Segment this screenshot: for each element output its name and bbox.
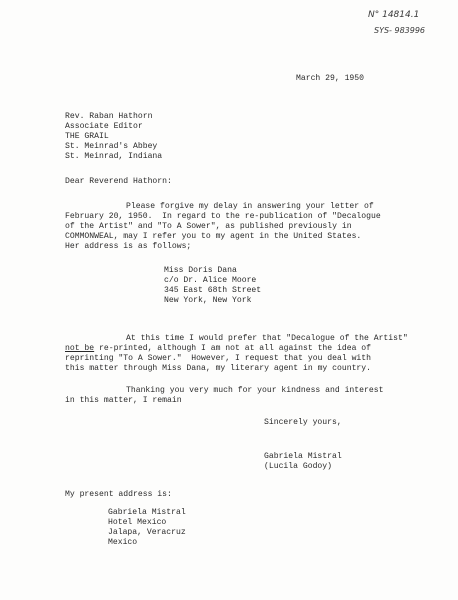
present-address-label: My present address is: bbox=[65, 490, 172, 499]
paragraph-line: Thanking you very much for your kindness and interest bbox=[126, 386, 384, 395]
paragraph-line: At this time I would prefer that "Decalogue of the Artist" bbox=[126, 334, 408, 343]
signature-name: Gabriela Mistral bbox=[264, 452, 342, 461]
paragraph-line: Please forgive my delay in answering your letter of bbox=[126, 202, 374, 211]
catalog-number: N° 14814.1 bbox=[368, 10, 420, 20]
system-number: SYS- 983996 bbox=[374, 26, 426, 35]
emphasis-not-be: not be bbox=[65, 344, 95, 353]
recipient-line: St. Meinrad, Indiana bbox=[65, 152, 163, 161]
paragraph-line bbox=[65, 344, 371, 354]
address-line: c/o Dr. Alice Moore bbox=[164, 276, 257, 285]
recipient-line: Associate Editor bbox=[65, 122, 143, 131]
address-line: Miss Doris Dana bbox=[164, 266, 237, 275]
paragraph-line: in this matter, I remain bbox=[65, 396, 182, 405]
paragraph-line: of the Artist" and "To A Sower", as published previously in bbox=[65, 222, 352, 231]
address-line: Hotel Mexico bbox=[108, 518, 167, 527]
paragraph-line: this matter through Miss Dana, my literary agent in my country. bbox=[65, 364, 371, 373]
address-line: Mexico bbox=[108, 538, 138, 547]
paragraph-line: reprinting "To A Sower." However, I request that you deal with bbox=[65, 354, 371, 363]
letter-date: March 29, 1950 bbox=[296, 74, 364, 83]
paragraph-line: COMMONWEAL, may I refer you to my agent in the United States. bbox=[65, 232, 362, 241]
paragraph-line-rest: re-printed, although I am not at all against the idea of bbox=[94, 344, 372, 353]
recipient-line: Rev. Raban Hathorn bbox=[65, 112, 153, 121]
salutation: Dear Reverend Hathorn: bbox=[65, 177, 172, 186]
address-line: Gabriela Mistral bbox=[108, 508, 186, 517]
address-line: 345 East 68th Street bbox=[164, 286, 262, 295]
closing: Sincerely yours, bbox=[264, 418, 342, 427]
signature-alias: (Lucila Godoy) bbox=[264, 462, 332, 471]
address-line: New York, New York bbox=[164, 296, 252, 305]
address-line: Jalapa, Veracruz bbox=[108, 528, 186, 537]
paragraph-line: February 20, 1950. In regard to the re-publication of "Decalogue bbox=[65, 212, 381, 221]
recipient-line: THE GRAIL bbox=[65, 132, 109, 141]
recipient-line: St. Meinrad's Abbey bbox=[65, 142, 158, 151]
paragraph-line: Her address is as follows; bbox=[65, 242, 192, 251]
